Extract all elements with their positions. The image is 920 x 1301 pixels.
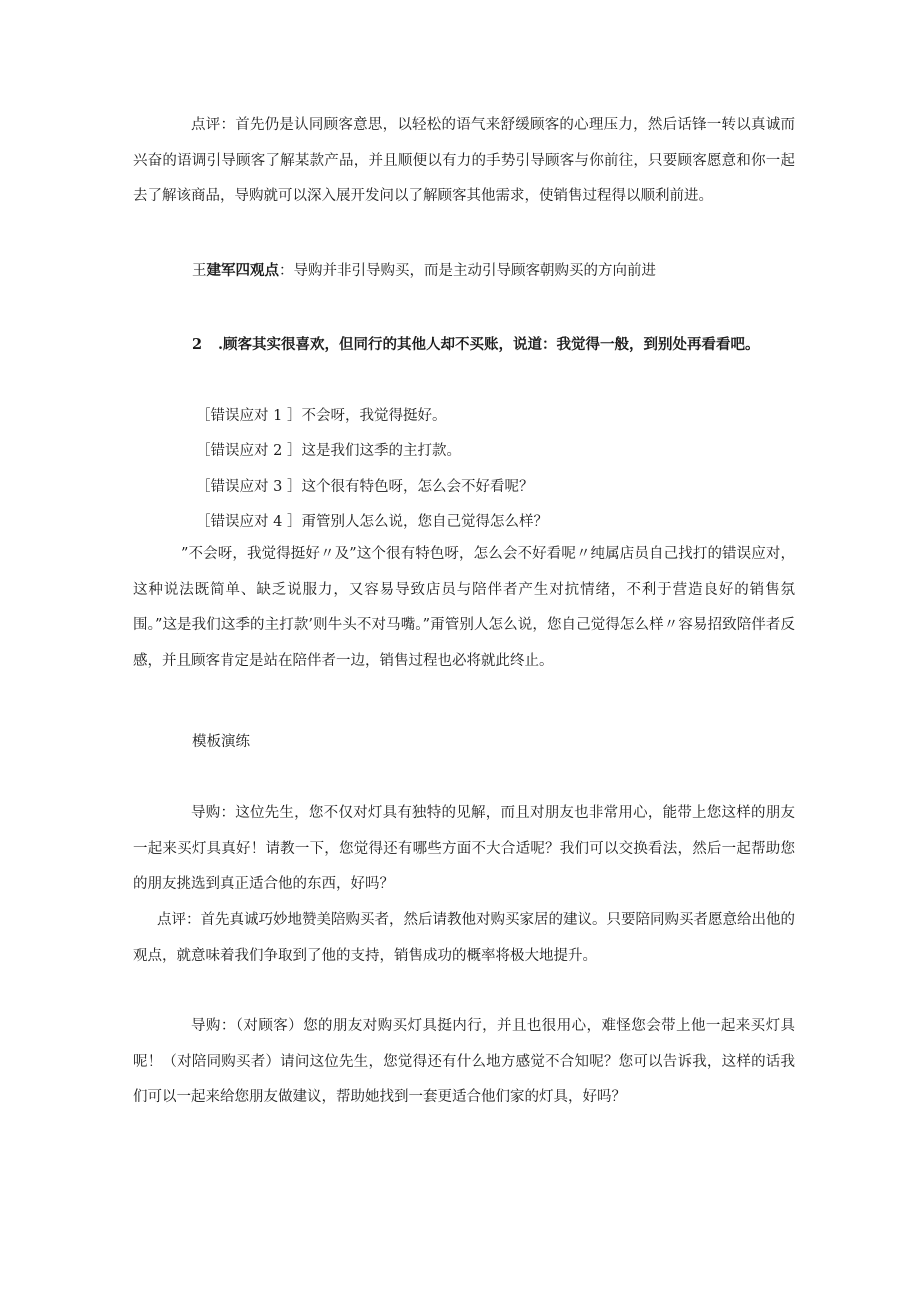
viewpoint-label: 建军四观点	[206, 262, 279, 279]
comment-paragraph-2: 点评：首先真诚巧妙地赞美陪购买者，然后请教他对购买家居的建议。只要陪同购买者愿意给出他的观点，就意味着我们争取到了他的支持，销售成功的概率将极大地提升。	[133, 912, 795, 964]
section-number: 2	[192, 336, 203, 353]
analysis-paragraph: ”不会呀，我觉得挺好〃及”这个很有特色呀，怎么会不好看呢〃纯属店员自己找打的错误应对，这种说法既简单、缺乏说服力，又容易导致店员与陪伴者产生对抗情绪，不利于营造良好的销售氛围。”这是我们这季的主打款’则牛头不对马嘴。”甭管别人怎么说，您自己觉得怎么样〃容易招致陪伴者反感，并且顾客肯定是站在陪伴者一边，销售过程也必将就此终止。	[133, 546, 795, 669]
guide-dialogue-1: 导购：这位先生，您不仅对灯具有独特的见解，而且对朋友也非常用心，能带上您这样的朋友一起来买灯具真好！请教一下，您觉得还有哪些方面不大合适呢？我们可以交换看法，然后一起帮助您的朋友挑选到真正适合他的东西，好吗？	[133, 805, 795, 892]
guide-dialogue-2: 导购：（对顾客）您的朋友对购买灯具挺内行，并且也很用心，难怪您会带上他一起来买灯具呢！（对陪同购买者）请问这位先生，您觉得还有什么地方感觉不合知呢？您可以告诉我，这样的话我们可以一起来给您朋友做建议，帮助她找到一套更适合他们家的灯具，好吗？	[133, 1018, 795, 1105]
wrong-response-3: ［错误应对 3 ］这个很有特色呀，怎么会不好看呢？	[196, 479, 534, 495]
section-heading	[192, 333, 760, 354]
template-title: 模板演练	[192, 734, 250, 750]
viewpoint-prefix: 王	[192, 263, 207, 279]
comment-paragraph-1: 点评：首先仍是认同顾客意思，以轻松的语气来舒缓顾客的心理压力，然后话锋一转以真诚而兴奋的语调引导顾客了解某款产品，并且顺便以有力的手势引导顾客与你前往，只要顾客愿意和你一起去了解该商品，导购就可以深入展开发问以了解顾客其他需求，使销售过程得以顺利前进。	[133, 117, 795, 204]
viewpoint-line	[192, 261, 656, 281]
wrong-response-2: ［错误应对 2 ］这是我们这季的主打款。	[196, 443, 461, 459]
wrong-response-4: ［错误应对 4 ］甭管别人怎么说，您自己觉得怎么样？	[196, 514, 548, 530]
viewpoint-text: ：导购并非引导购买，而是主动引导顾客朝购买的方向前进	[279, 263, 656, 279]
section-title: .顾客其实很喜欢，但同行的其他人却不买账，说道：我觉得一般，到别处再看看吧。	[218, 336, 760, 353]
wrong-response-1: ［错误应对 1 ］不会呀，我觉得挺好。	[196, 408, 447, 424]
